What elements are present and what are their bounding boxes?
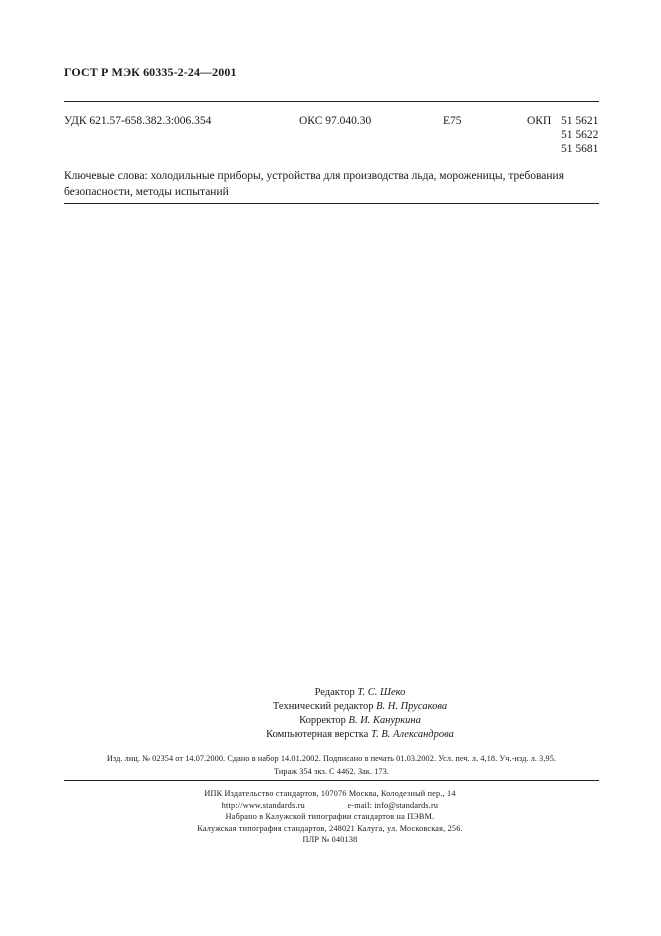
publisher-contacts: [120, 800, 540, 812]
footer-divider: [64, 780, 599, 781]
keywords-text: холодильные приборы, устройства для производства льда, мороженицы, требования безопасности, методы испытаний: [64, 170, 564, 198]
publisher-block: [120, 788, 540, 846]
okp-label: ОКП: [527, 115, 552, 127]
publisher-address: ИПК Издательство стандартов, 107076 Москва, Колодезный пер., 14: [204, 789, 456, 798]
document-header: ГОСТ Р МЭК 60335-2-24—2001: [64, 65, 237, 79]
staff-block: [200, 686, 520, 742]
publisher-url: http://www.standards.ru: [221, 800, 305, 810]
staff-line-tech-editor: Технический редактор В. Н. Прусакова: [272, 701, 448, 712]
publication-line-1: Изд. лиц. № 02354 от 14.07.2000. Сдано в набор 14.01.2002. Подписано в печать 01.03.2002. Усл. печ. л. 4,18. Уч.-изд. л. 3,95.: [106, 754, 557, 763]
staff-line-corrector: Корректор В. И. Кануркина: [299, 715, 421, 726]
okp-code: 51 5621: [561, 115, 599, 127]
oks-code: ОКС 97.040.30: [299, 115, 372, 127]
okp-code: 51 5622: [561, 129, 599, 141]
staff-name: В. И. Кануркина: [348, 715, 421, 726]
udk-code: УДК 621.57-658.382.3:006.354: [64, 115, 212, 127]
publication-line-2: Тираж 354 экз. С 4462. Зак. 173.: [274, 767, 389, 776]
staff-name: В. Н. Прусакова: [376, 701, 448, 712]
publisher-email: e-mail: info@standards.ru: [347, 800, 439, 810]
staff-name: Т. С. Шеко: [357, 687, 406, 698]
keywords-label: Ключевые слова:: [64, 170, 148, 182]
staff-line-editor: Редактор Т. С. Шеко: [314, 687, 406, 698]
typesetting-note: Набрано в Калужской типографии стандартов на ПЭВМ.: [225, 812, 435, 821]
license-number: ПЛР № 040138: [302, 835, 358, 844]
printing-house: Калужская типография стандартов, 248021 Калуга, ул. Московская, 256.: [197, 823, 463, 833]
top-divider: [64, 101, 599, 102]
okp-code: 51 5681: [561, 143, 599, 155]
category-code: Е75: [443, 115, 462, 127]
staff-line-layout: Компьютерная верстка Т. В. Александрова: [266, 729, 454, 740]
staff-name: Т. В. Александрова: [370, 729, 454, 740]
keywords-paragraph: [64, 168, 600, 200]
keywords-divider: [64, 203, 599, 204]
